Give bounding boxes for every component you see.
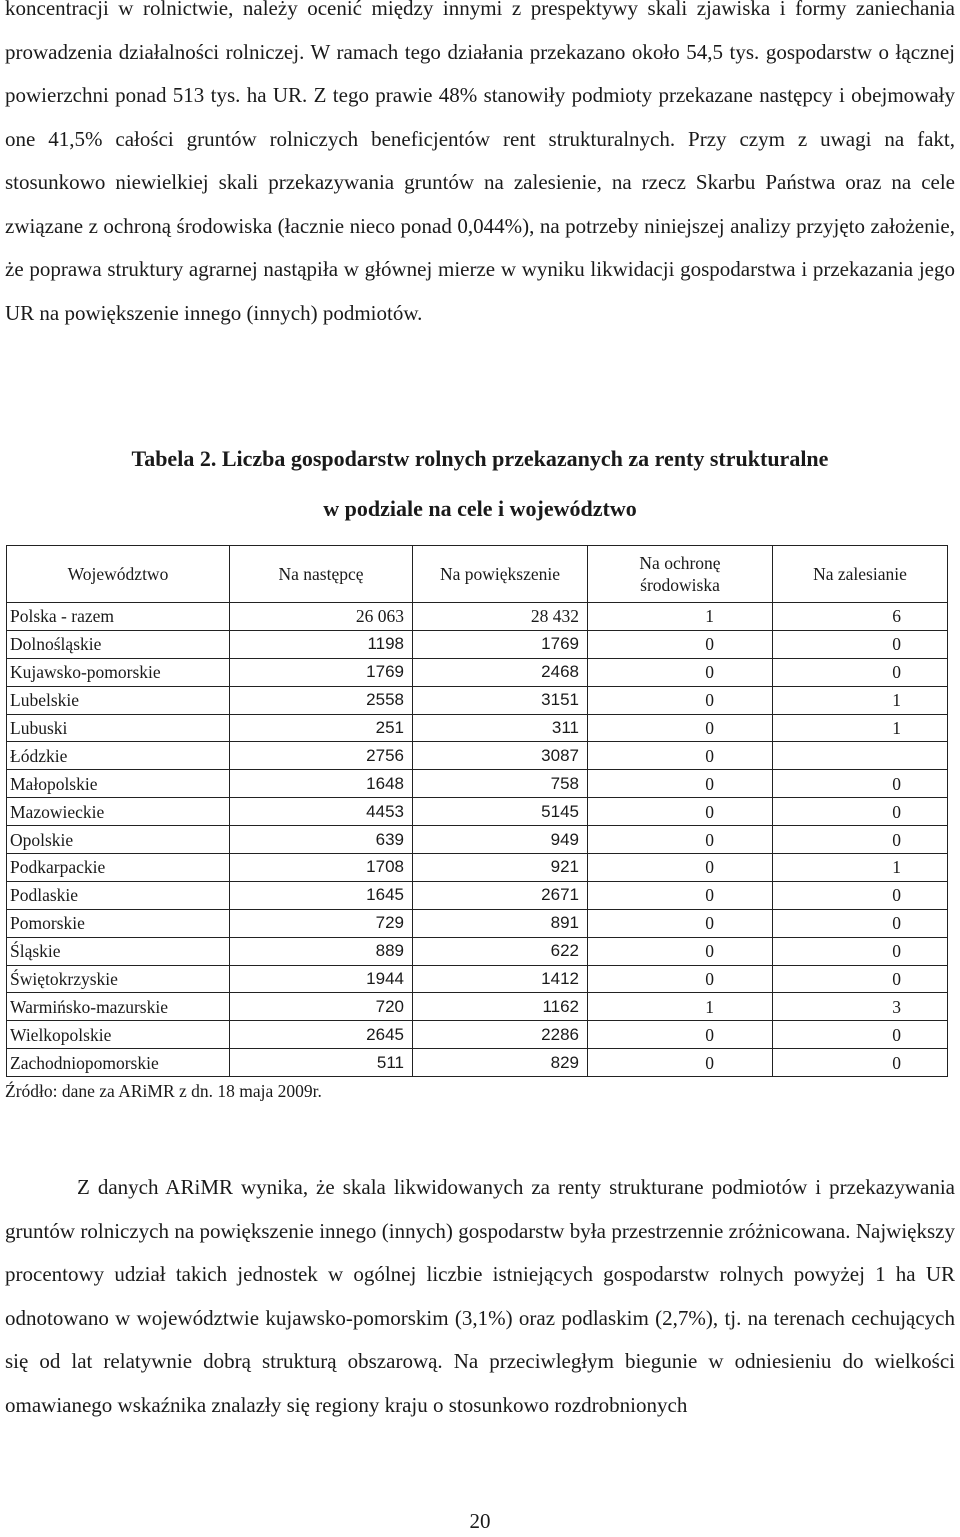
cell-environment: 0: [588, 909, 773, 937]
cell-afforestation: 0: [773, 826, 948, 854]
cell-afforestation: 6: [773, 603, 948, 631]
cell-environment: 1: [588, 993, 773, 1021]
cell-enlargement: 28 432: [413, 603, 588, 631]
cell-voivodeship: Mazowieckie: [7, 798, 230, 826]
body-paragraph-bottom: Z danych ARiMR wynika, że skala likwidowanych za renty strukturane podmiotów i przekazywania gruntów rolniczych na powiększenie innego (innych) gospodarstw była przestrzennie zróżnicowana. Największy procentowy udział takich jednostek w ogólnej liczbie istniejących gospodarstw rolnych powyżej 1 ha UR odnotowano w województwie kujawsko-pomorskim (3,1%) oraz podlaskim (2,7%), tj. na terenach cechujących się od lat relatywnie dobrą strukturą obszarową. Na przeciwległym biegunie w odniesieniu do wielkości omawianego wskaźnika znalazły się regiony kraju o stosunkowo rozdrobnionych: [5, 1175, 955, 1417]
cell-voivodeship: Podlaskie: [7, 881, 230, 909]
cell-environment: 0: [588, 658, 773, 686]
table-row: [7, 714, 948, 742]
table-row: [7, 965, 948, 993]
table-row: [7, 798, 948, 826]
cell-environment: 0: [588, 965, 773, 993]
page-number: 20: [469, 1509, 491, 1533]
cell-successor: 889: [230, 937, 413, 965]
table-source: Źródło: dane za ARiMR z dn. 18 maja 2009r.: [5, 1081, 322, 1101]
cell-environment: 0: [588, 1021, 773, 1049]
cell-environment: 0: [588, 686, 773, 714]
cell-afforestation: 1: [773, 714, 948, 742]
cell-enlargement: 311: [413, 714, 588, 742]
cell-afforestation: [773, 742, 948, 770]
table-body: [7, 603, 948, 1077]
table-subtitle: w podziale na cele i województwo: [323, 496, 637, 521]
cell-voivodeship: Kujawsko-pomorskie: [7, 658, 230, 686]
cell-enlargement: 622: [413, 937, 588, 965]
table-row: [7, 881, 948, 909]
cell-afforestation: 1: [773, 854, 948, 882]
table-title: Tabela 2. Liczba gospodarstw rolnych przekazanych za renty strukturalne: [131, 446, 829, 471]
cell-enlargement: 829: [413, 1049, 588, 1077]
cell-enlargement: 2286: [413, 1021, 588, 1049]
cell-enlargement: 758: [413, 770, 588, 798]
cell-environment: 0: [588, 1049, 773, 1077]
cell-environment: 0: [588, 854, 773, 882]
table-row: [7, 854, 948, 882]
cell-environment: 0: [588, 881, 773, 909]
cell-voivodeship: Polska - razem: [7, 603, 230, 631]
cell-successor: 251: [230, 714, 413, 742]
cell-successor: 729: [230, 909, 413, 937]
cell-voivodeship: Pomorskie: [7, 909, 230, 937]
table-row: [7, 770, 948, 798]
table-row: [7, 993, 948, 1021]
table-row: [7, 742, 948, 770]
cell-enlargement: 1162: [413, 993, 588, 1021]
header-environment: [588, 546, 773, 603]
cell-environment: 0: [588, 937, 773, 965]
header-environment-label: Na ochronę środowiska: [639, 553, 721, 595]
cell-enlargement: 5145: [413, 798, 588, 826]
cell-voivodeship: Warmińsko-mazurskie: [7, 993, 230, 1021]
cell-voivodeship: Opolskie: [7, 826, 230, 854]
header-voivodeship: Województwo: [7, 546, 230, 603]
cell-environment: 0: [588, 770, 773, 798]
cell-voivodeship: Łódzkie: [7, 742, 230, 770]
cell-environment: 0: [588, 826, 773, 854]
cell-environment: 0: [588, 714, 773, 742]
cell-successor: 1645: [230, 881, 413, 909]
cell-afforestation: 0: [773, 798, 948, 826]
cell-successor: 720: [230, 993, 413, 1021]
cell-enlargement: 2468: [413, 658, 588, 686]
cell-voivodeship: Wielkopolskie: [7, 1021, 230, 1049]
cell-afforestation: 0: [773, 630, 948, 658]
cell-afforestation: 0: [773, 770, 948, 798]
cell-voivodeship: Lubelskie: [7, 686, 230, 714]
cell-successor: 1944: [230, 965, 413, 993]
cell-voivodeship: Śląskie: [7, 937, 230, 965]
cell-successor: 2558: [230, 686, 413, 714]
table-row: [7, 658, 948, 686]
cell-voivodeship: Świętokrzyskie: [7, 965, 230, 993]
cell-voivodeship: Małopolskie: [7, 770, 230, 798]
cell-afforestation: 0: [773, 909, 948, 937]
cell-voivodeship: Zachodniopomorskie: [7, 1049, 230, 1077]
cell-afforestation: 0: [773, 937, 948, 965]
cell-afforestation: 0: [773, 1021, 948, 1049]
header-successor: Na następcę: [230, 546, 413, 603]
cell-afforestation: 0: [773, 658, 948, 686]
table-row: [7, 909, 948, 937]
cell-successor: 1769: [230, 658, 413, 686]
cell-voivodeship: Podkarpackie: [7, 854, 230, 882]
cell-successor: 1198: [230, 630, 413, 658]
cell-afforestation: 1: [773, 686, 948, 714]
cell-environment: 0: [588, 798, 773, 826]
cell-successor: 2756: [230, 742, 413, 770]
cell-enlargement: 1412: [413, 965, 588, 993]
cell-enlargement: 949: [413, 826, 588, 854]
cell-afforestation: 0: [773, 881, 948, 909]
header-afforestation: Na zalesianie: [773, 546, 948, 603]
cell-successor: 639: [230, 826, 413, 854]
cell-voivodeship: Lubuski: [7, 714, 230, 742]
cell-afforestation: 0: [773, 1049, 948, 1077]
cell-successor: 4453: [230, 798, 413, 826]
cell-environment: 1: [588, 603, 773, 631]
table-row: [7, 603, 948, 631]
cell-enlargement: 2671: [413, 881, 588, 909]
cell-successor: 1648: [230, 770, 413, 798]
table-row: [7, 826, 948, 854]
cell-voivodeship: Dolnośląskie: [7, 630, 230, 658]
farms-table: [6, 545, 948, 1077]
cell-enlargement: 3087: [413, 742, 588, 770]
table-row: [7, 937, 948, 965]
header-enlargement: Na powiększenie: [413, 546, 588, 603]
cell-afforestation: 3: [773, 993, 948, 1021]
cell-enlargement: 891: [413, 909, 588, 937]
cell-environment: 0: [588, 630, 773, 658]
cell-enlargement: 921: [413, 854, 588, 882]
cell-afforestation: 0: [773, 965, 948, 993]
cell-successor: 1708: [230, 854, 413, 882]
body-paragraph-top: koncentracji w rolnictwie, należy ocenić między innymi z prespektywy skali zjawiska i formy zaniechania prowadzenia działalności rolniczej. W ramach tego działania przekazano około 54,5 tys. gospodarstw o łącznej powierzchni ponad 513 tys. ha UR. Z tego prawie 48% stanowiły podmioty przekazane następcy i obejmowały one 41,5% całości gruntów rolniczych beneficjentów rent strukturalnych. Przy czym z uwagi na fakt, stosunkowo niewielkiej skali przekazywania gruntów na zalesienie, na rzecz Skarbu Państwa oraz na cele związane z ochroną środowiska (łacznie nieco ponad 0,044%), na potrzeby niniejszej analizy przyjęto założenie, że poprawa struktury agrarnej nastąpiła w głównej mierze w wyniku likwidacji gospodarstwa i przekazania jego UR na powiększenie innego (innych) podmiotów.: [5, 0, 955, 325]
table-header-row: [7, 546, 948, 603]
cell-enlargement: 3151: [413, 686, 588, 714]
cell-successor: 511: [230, 1049, 413, 1077]
table-row: [7, 1021, 948, 1049]
cell-enlargement: 1769: [413, 630, 588, 658]
table-row: [7, 630, 948, 658]
table-row: [7, 686, 948, 714]
cell-successor: 2645: [230, 1021, 413, 1049]
cell-environment: 0: [588, 742, 773, 770]
cell-successor: 26 063: [230, 603, 413, 631]
table-row: [7, 1049, 948, 1077]
